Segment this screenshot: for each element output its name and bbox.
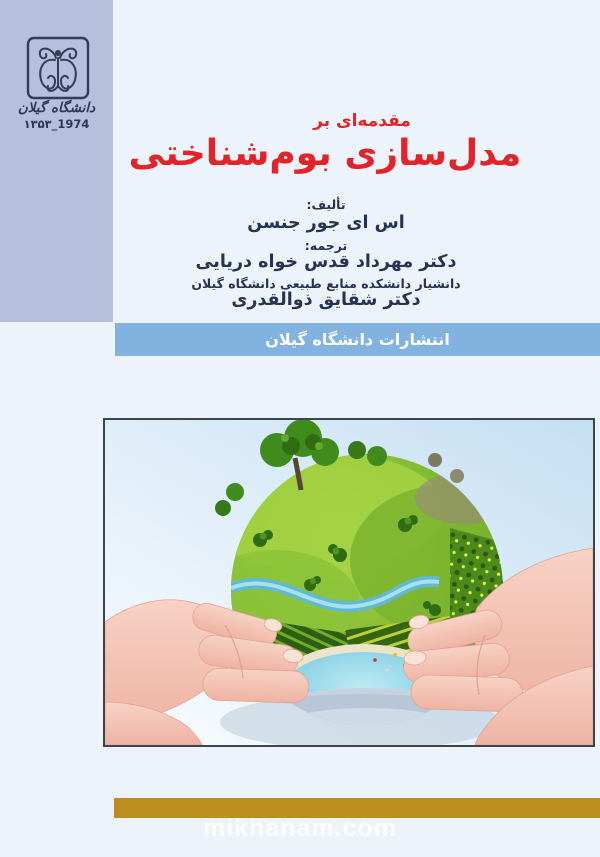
book-pre-title: مقدمه‌ای بر xyxy=(313,111,411,131)
publisher-banner xyxy=(115,323,600,356)
hands-holding-green-planet-illustration xyxy=(105,420,593,745)
site-watermark: mikhanam.com xyxy=(202,814,397,842)
university-logo-icon xyxy=(26,36,90,100)
publisher-banner-label: انتشارات دانشگاه گیلان xyxy=(265,330,450,349)
university-emblem-icon xyxy=(26,36,90,100)
book-main-title: مدل‌سازی بوم‌شناختی xyxy=(128,133,522,174)
university-name: دانشگاه گیلان xyxy=(17,100,96,116)
translator-primary-affiliation: دانشیار دانشکده منابع طبیعی دانشگاه گیلان xyxy=(191,276,461,291)
author-label: تألیف: xyxy=(306,197,346,212)
translator-secondary-name: دکتر شقایق ذوالقدری xyxy=(231,290,421,310)
cover-photo xyxy=(103,418,595,747)
translator-primary-name: دکتر مهرداد قدس خواه دریایی xyxy=(195,252,457,272)
translation-label: ترجمه: xyxy=(304,238,348,253)
author-name: اس ای جور جنسن xyxy=(247,213,405,233)
university-founding-years: ۱۳۵۳_1974 xyxy=(23,117,90,131)
